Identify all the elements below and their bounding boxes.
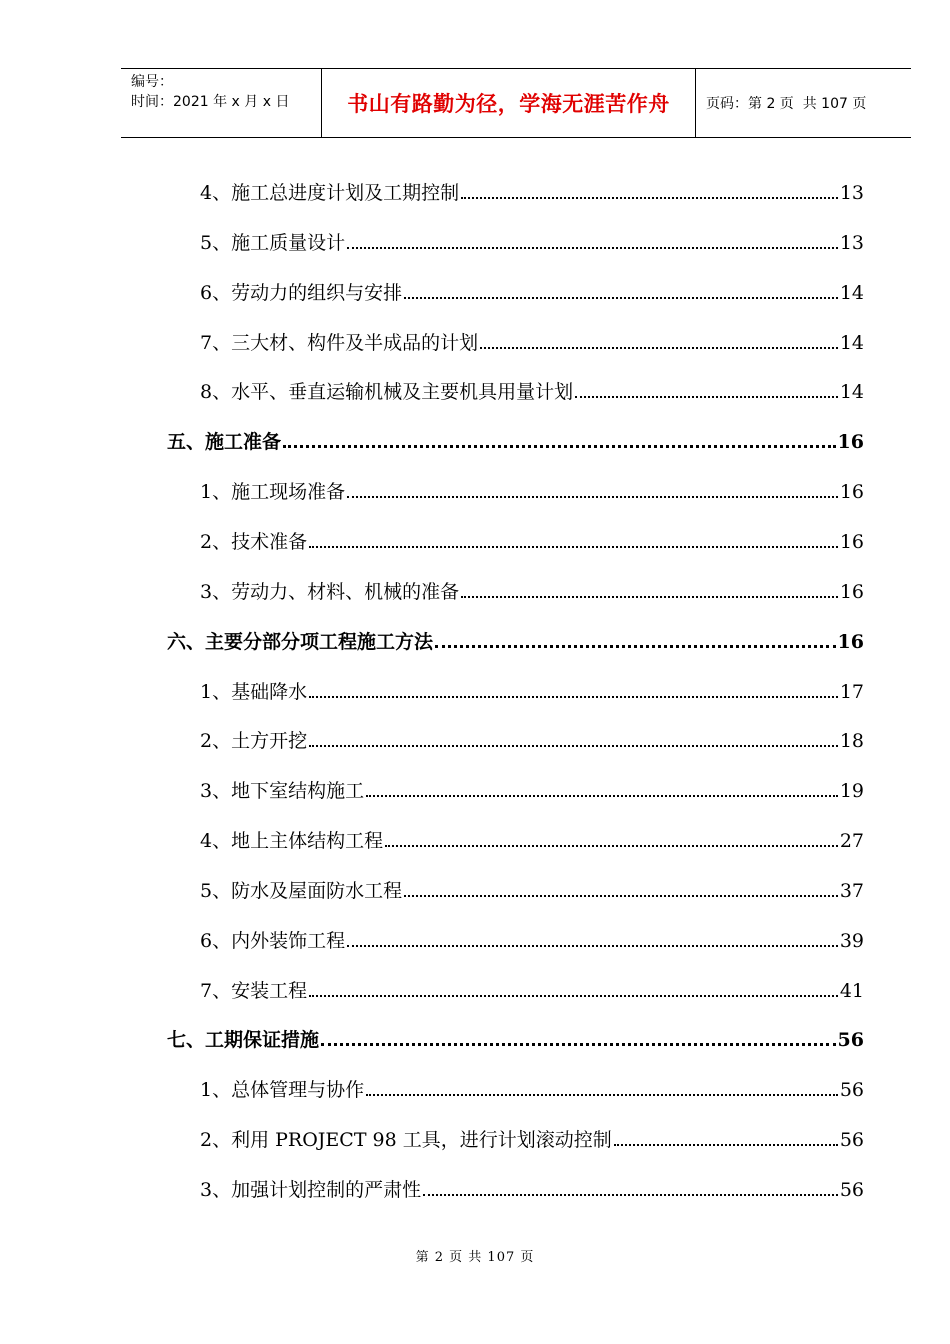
toc-entry[interactable] <box>200 230 864 256</box>
toc-page-number: 16 <box>837 431 864 453</box>
toc-dot-leader <box>347 945 838 947</box>
toc-page-number: 19 <box>839 780 864 802</box>
toc-entry[interactable] <box>200 479 864 505</box>
toc-entry-title: 3、地下室结构施工 <box>200 780 365 802</box>
toc-entry-title: 六、主要分部分项工程施工方法 <box>167 631 434 653</box>
toc-dot-leader <box>309 745 838 747</box>
toc-dot-leader <box>283 445 836 448</box>
toc-page-number: 27 <box>839 830 864 852</box>
toc-dot-leader <box>575 396 838 398</box>
toc-entry-title: 6、内外装饰工程 <box>200 930 346 952</box>
toc-section[interactable] <box>167 1027 864 1053</box>
toc-entry-title: 7、三大材、构件及半成品的计划 <box>200 332 479 354</box>
toc-dot-leader <box>480 347 838 349</box>
toc-dot-leader <box>309 696 838 698</box>
toc-dot-leader <box>435 645 836 648</box>
toc-entry[interactable] <box>200 529 864 555</box>
toc-entry[interactable] <box>200 1077 864 1103</box>
toc-dot-leader <box>385 845 838 847</box>
toc-entry[interactable] <box>200 579 864 605</box>
toc-page-number: 14 <box>839 332 864 354</box>
toc-entry[interactable] <box>200 330 864 356</box>
toc-page-number: 16 <box>839 481 864 503</box>
toc-page-number: 13 <box>839 182 864 204</box>
toc-entry-title: 4、施工总进度计划及工期控制 <box>200 182 460 204</box>
toc-page-number: 14 <box>839 282 864 304</box>
toc-dot-leader <box>614 1144 838 1146</box>
toc-page-number: 56 <box>839 1129 864 1151</box>
toc-page-number: 41 <box>839 980 864 1002</box>
page-label: 页码：第 2 页 共 107 页 <box>706 96 867 112</box>
toc-entry[interactable] <box>200 1177 864 1203</box>
toc-page-number: 56 <box>837 1029 864 1051</box>
toc-entry[interactable] <box>200 978 864 1004</box>
code-label: 编号： <box>131 74 173 90</box>
toc-entry-title: 七、工期保证措施 <box>167 1029 320 1051</box>
toc-page-number: 18 <box>839 730 864 752</box>
header-meta <box>121 69 322 137</box>
toc-entry[interactable] <box>200 728 864 754</box>
toc-page-number: 56 <box>839 1079 864 1101</box>
page-footer <box>0 1246 950 1265</box>
toc-page-number: 16 <box>839 531 864 553</box>
toc-page-number: 17 <box>839 681 864 703</box>
toc-entry[interactable] <box>200 828 864 854</box>
toc-entry-title: 1、总体管理与协作 <box>200 1079 365 1101</box>
toc-entry-title: 4、地上主体结构工程 <box>200 830 384 852</box>
toc-page-number: 16 <box>839 581 864 603</box>
header-page-info <box>696 69 911 137</box>
toc-entry-title: 3、劳动力、材料、机械的准备 <box>200 581 460 603</box>
toc-dot-leader <box>461 596 838 598</box>
toc-entry[interactable] <box>200 180 864 206</box>
toc-dot-leader <box>366 1094 838 1096</box>
toc-dot-leader <box>404 895 838 897</box>
toc-entry-title: 五、施工准备 <box>167 431 282 453</box>
toc-dot-leader <box>309 995 838 997</box>
page-header <box>121 68 911 138</box>
toc-entry[interactable] <box>200 878 864 904</box>
toc-section[interactable] <box>167 429 864 455</box>
toc-entry-title: 6、劳动力的组织与安排 <box>200 282 403 304</box>
toc-dot-leader <box>347 496 838 498</box>
toc-dot-leader <box>404 297 838 299</box>
toc-entry-title: 1、基础降水 <box>200 681 308 703</box>
toc-entry-title: 5、施工质量设计 <box>200 232 346 254</box>
toc-dot-leader <box>347 247 838 249</box>
footer-page-number: 第 2 页 共 107 页 <box>415 1250 535 1265</box>
toc-entry-title: 2、土方开挖 <box>200 730 308 752</box>
toc-page-number: 56 <box>839 1179 864 1201</box>
toc-dot-leader <box>366 795 838 797</box>
toc-entry[interactable] <box>200 379 864 405</box>
toc-dot-leader <box>461 197 838 199</box>
toc-entry[interactable] <box>200 679 864 705</box>
toc-page-number: 14 <box>839 381 864 403</box>
toc-entry[interactable] <box>200 778 864 804</box>
toc-dot-leader <box>321 1043 836 1046</box>
toc-entry-title: 8、水平、垂直运输机械及主要机具用量计划 <box>200 381 574 403</box>
toc-entry[interactable] <box>200 1127 864 1153</box>
header-motto: 书山有路勤为径，学海无涯苦作舟 <box>322 69 696 137</box>
toc-entry-title: 1、施工现场准备 <box>200 481 346 503</box>
toc-dot-leader <box>309 546 838 548</box>
toc-entry-title: 2、技术准备 <box>200 531 308 553</box>
toc-page-number: 13 <box>839 232 864 254</box>
toc-entry-title: 5、防水及屋面防水工程 <box>200 880 403 902</box>
time-label: 时间：2021 年 x 月 x 日 <box>131 94 290 110</box>
toc-page-number: 39 <box>839 930 864 952</box>
toc-entry-title: 7、安装工程 <box>200 980 308 1002</box>
toc-page-number: 37 <box>839 880 864 902</box>
toc-page-number: 16 <box>837 631 864 653</box>
toc-entry[interactable] <box>200 280 864 306</box>
toc-dot-leader <box>423 1194 838 1196</box>
toc-entry-title: 2、利用 PROJECT 98 工具，进行计划滚动控制 <box>200 1129 612 1151</box>
toc-section[interactable] <box>167 629 864 655</box>
toc-entry-title: 3、加强计划控制的严肃性 <box>200 1179 422 1201</box>
toc-entry[interactable] <box>200 928 864 954</box>
